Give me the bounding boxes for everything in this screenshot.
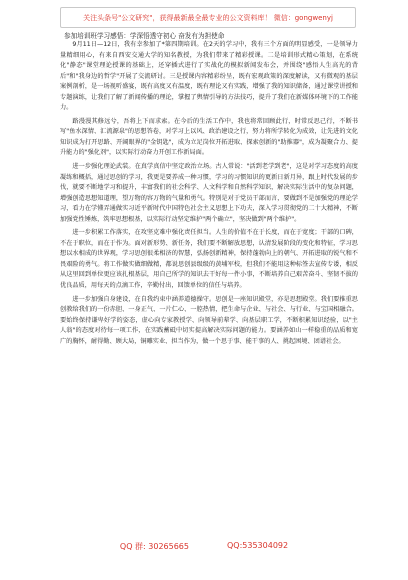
promo-banner-text: 关注头条号"公文研究"，获得最新最全最专业的公文资料库！ 微信：gongwenyj	[83, 13, 333, 22]
paragraph: 进一步加强自身建设，在自我约束中涵养道德操守。思创是一座知识殿堂，亦是思想殿堂。我们要推重思创教给我们的一份赤胆、一身正气、一片仁心、一腔热情，把生命与企业、与社会、与行业、与宝国相融合。要始终保持谦卑好学的姿态，虚心向专家教授学、向领导前辈学、向基层职工学，不断积累知识经验，以"主人翁"的态度对待每一项工作，在实践蓄砥中切实提高解决实际问题的能力。要涵养如山一样稳重的品质和宽广的胸怀，耐得勤、顾大局，铜雕实业、担当作为，做一个思于事、能干事的人、挑起困境、团谱社会。	[60, 295, 358, 345]
promo-banner	[60, 7, 356, 28]
paragraph: 进一步强化理论武装。在真学真信中坚定政治立场。古人常说："活到老学到老"，这是对学习态度的高度凝练和概括，通过思创的学习，我更是要养成一种习惯，学习的习惯知识的更新日新月异，跟上时代发展的步伐，就要不断地学习和提升，丰富我们的社会科学、人文科学和自然科学知识，解决实际生活中的复杂问题，增强创造思想知道理，望万物的容万物的气量和勇气。特别是对于党员干部而言，要做到不是加强党的理论学习，看力在学懂弄通做实习近平新时代中国特色社会主义思想上下功夫，深入学习贯彻党的二十大精神，不断加强党性锤炼，筑牢思想根基，以实际行动坚定维护"两个确立"，坚决做到"两个维护"。	[60, 163, 358, 223]
qq-group-label: QQ 群: 30265665	[119, 542, 189, 551]
contact-footer	[0, 541, 408, 559]
qq-number-label: QQ:535304092	[226, 541, 289, 550]
page-title: 参加培训班学习感悟：学深悟透守初心 奋发有为担使命	[64, 32, 225, 40]
paragraph: 路漫漫其修远兮，吾将上下而求索。在今后的生活工作中，我也将常回顾此行，时常反思己行，不断书写"鱼水深情、汇流源泉"的思想答卷，对学习上以风、政治建设之行，努力将所学转化为成效，让先进的文化知识成为打开思路、开阔眼界的"金钥匙"，成为立足岗位开拓进取、探索创新的"助推器"，成为凝聚合力、提升能力的"强化剂"，以实际行动奋力开创工作新局面。	[60, 117, 358, 157]
paragraph: 进一步积累工作落实，在攻坚克难中强化责任担当。人生的价值不在于长度，而在于宽度；干部的口碑，不在于职位，而在于作为。面对新形势、新任务，我们要不断解放思想，认清发展阶段的变化和特征，学习思想以水相成的世界观，学习思创很柔相济的智慧，弘扬创新精神，保持蓬勃向上的朝气、开拓进取的锐气和不畏艰险的勇气。将工作做实做细做精，都说思创县级级的黄埔军校，但我们不能用这种标签去宣传专诿，相反从这里回到单位更应该扎根基层，用自己所学的知识去干好每一件小事，不断培养自己艰苦奋斗、坚韧不拔的优良品质，用每天的点滴工作，辛勤付出，回馈单位的信任与培养。	[60, 229, 358, 290]
paragraph: 9月11日—12日，我有幸参加了*第四期培训。在2天的学习中，我有三个方面的明显感受，一是领导力量精细用心，有来自西安交通大学的知名教授，为我们带来了精彩授课。二是培训形式精心策划，在系统化"静态"课堂理论授课的基础上，还穿插式进行了实战化的模拟新闻发布会，并围绕"感悟人生高光的背后"和"我身边的哲学"开展了交流研讨。三是授课内容精彩纷呈，既有宏观政策的深度解读，又有微观的基层案例剖析，是一场视听盛宴，既有高度又有温度，既有理论又有实践，增强了我的知识储备，通过课堂讲授和专题演练，让我们了解了新闻传播的理论，掌握了舆情引导的方法技巧，提升了我们在新媒体环境下的工作能力。	[60, 41, 358, 112]
article-body	[60, 40, 358, 350]
